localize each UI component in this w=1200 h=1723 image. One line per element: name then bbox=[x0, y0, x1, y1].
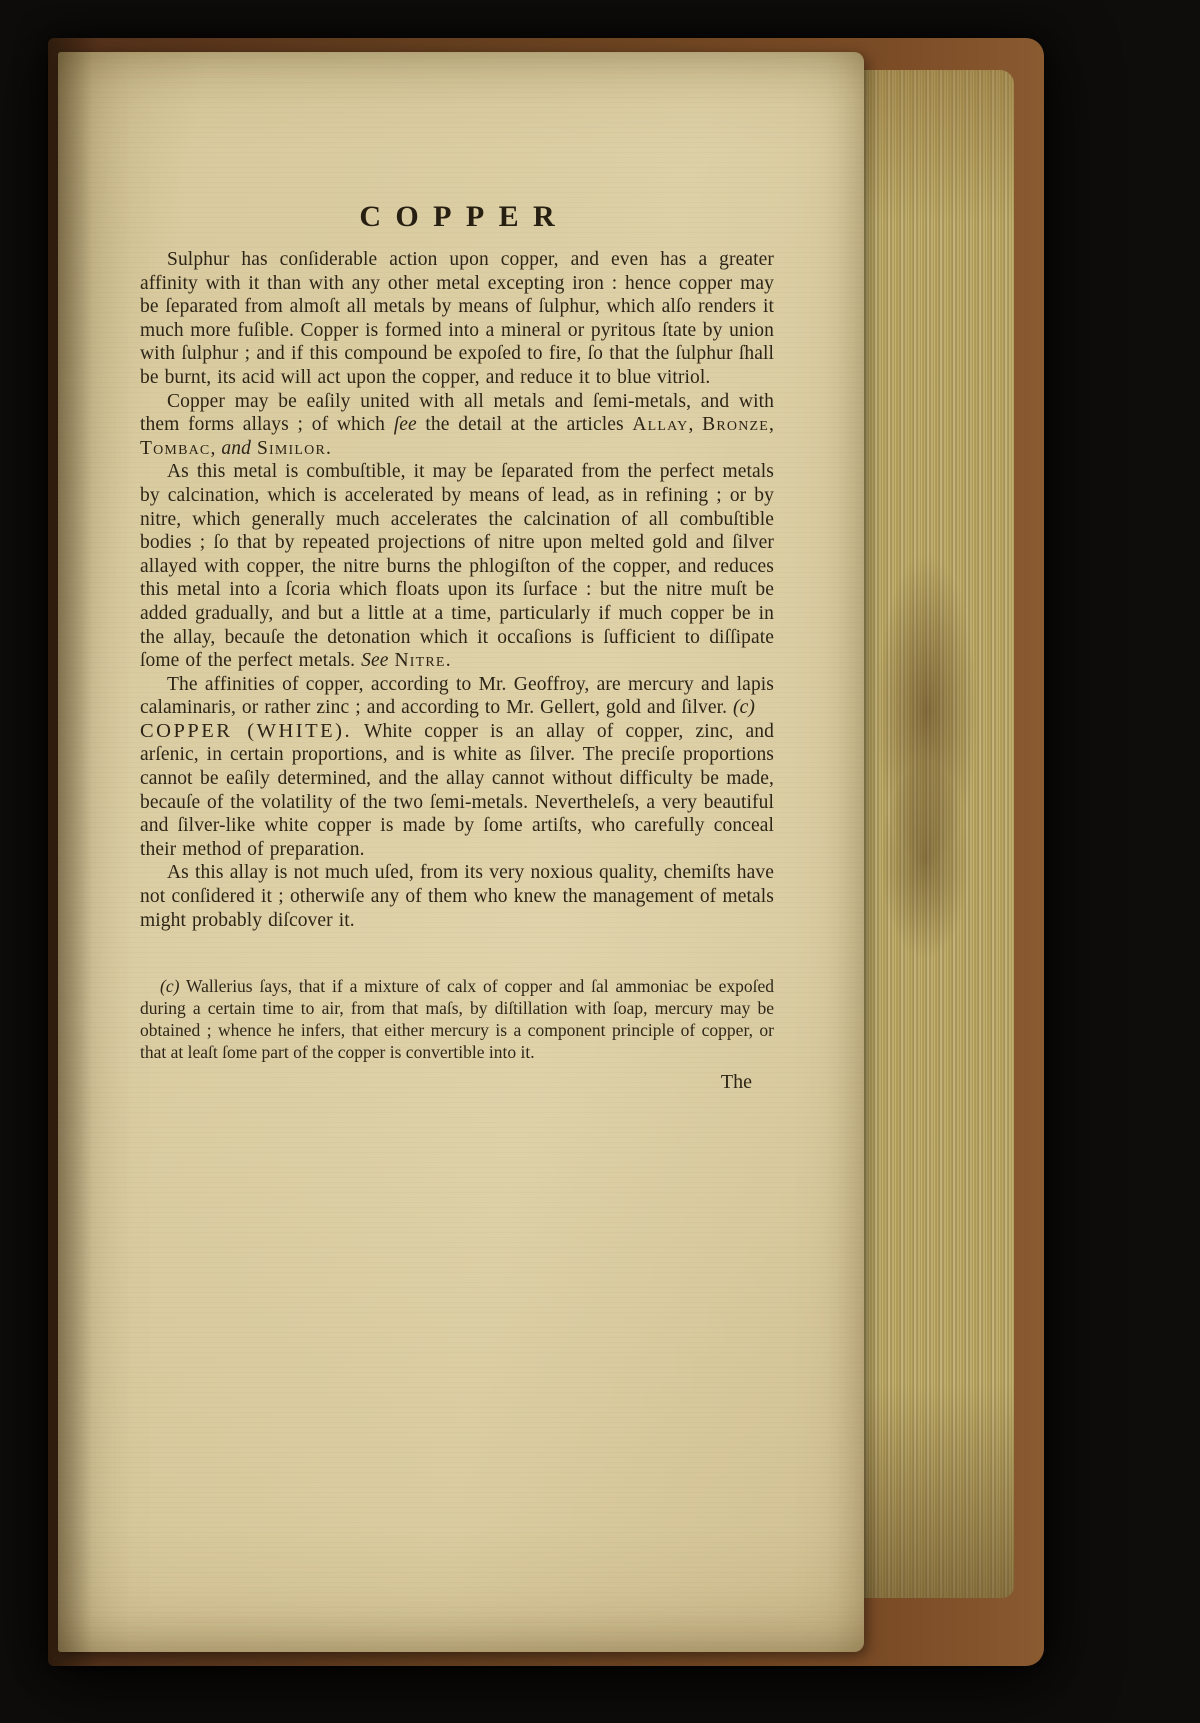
paragraphs bbox=[140, 248, 774, 932]
text-segment: , bbox=[210, 437, 222, 459]
text-segment: As this metal is combuſtible, it may be ſeparated from the perfect metals by calcination, which is accelerated by means of lead, as in refining ; or by nitre, which generally much accelerates the calcination of all combuſtible bodies ; ſo that by repeated projections of nitre upon melted gold and ſilver allayed with copper, the nitre burns the phlogiſton of the copper, and reduces this metal into a ſcoria which floats upon its ſurface : but the nitre muſt be added gradually, and but a little at a time, particularly if much copper be in the allay, becauſe the detonation which it occaſions is ſufficient to diſſipate ſome of the perfect metals. bbox=[140, 461, 774, 672]
paragraph-3 bbox=[140, 460, 774, 672]
paragraph-2 bbox=[140, 390, 774, 461]
text-segment: The affinities of copper, according to Mr. Geoffroy, are mercury and lapis calaminaris, or rather zinc ; and according to Mr. Gellert, gold and ſilver. bbox=[140, 673, 774, 719]
text-segment: Allay bbox=[632, 414, 689, 436]
book-page bbox=[58, 52, 864, 1652]
text-segment: Bronze bbox=[702, 414, 770, 436]
text-segment: COPPER (WHITE). bbox=[140, 719, 353, 742]
text-segment: . bbox=[445, 650, 451, 672]
page-title: COPPER bbox=[359, 200, 570, 233]
text-segment: White copper is an allay of copper, zinc, and arſenic, in certain proportions, and is white as ſilver. The preciſe proportions cannot be eaſily determined, and the allay cannot without difficulty be made, becauſe of the volatility of the two ſemi-metals. Nevertheleſs, a very beautiful and ſilver-like white copper is made by ſome artiſts, who carefully conceal their method of preparation. bbox=[140, 720, 775, 860]
gutter-shadow bbox=[58, 52, 92, 1652]
text-segment: and bbox=[221, 437, 251, 459]
text-segment: See bbox=[361, 650, 389, 672]
paragraph-4 bbox=[140, 673, 774, 720]
catchword: The bbox=[720, 1071, 752, 1094]
footnote bbox=[140, 976, 774, 1063]
text-segment: (c) bbox=[733, 697, 755, 719]
text-segment: , bbox=[688, 414, 703, 436]
text-segment: (c) bbox=[160, 976, 180, 997]
text-segment: ſee bbox=[393, 414, 417, 436]
text-segment: Tombac bbox=[140, 437, 211, 459]
text-segment: . bbox=[326, 437, 331, 459]
text-segment: Nitre bbox=[394, 650, 446, 672]
text-segment: the detail at the articles bbox=[416, 414, 633, 436]
text-segment: Sulphur has conſiderable action upon copper, and even has a greater affinity with it than with any other metal excepting iron : hence copper may be ſeparated from almoſt all metals by means of ſulphur, which alſo renders it much more fuſible. Copper is formed into a mineral or pyritous ſtate by union with ſulphur ; and if this compound be expoſed to fire, ſo that the ſulphur ſhall be burnt, its acid will act upon the copper, and reduce it to blue vitriol. bbox=[140, 249, 774, 388]
text-segment: Copper may be eaſily united with all metals and ſemi-metals, and with them forms allays ; of which bbox=[140, 390, 774, 436]
text-segment: Wallerius ſays, that if a mixture of calx of copper and ſal ammoniac be expoſed during a certain time to air, from that maſs, by diſtillation with ſoap, mercury may be obtained ; whence he infers, that either mercury is a component principle of copper, or that at leaſt ſome part of the copper is convertible into it. bbox=[140, 976, 774, 1062]
paragraph-1 bbox=[140, 248, 774, 390]
paragraph-5 bbox=[140, 720, 774, 862]
text-segment: Similor bbox=[256, 437, 326, 459]
text-block bbox=[140, 200, 774, 1094]
text-segment: , bbox=[769, 414, 775, 436]
fore-edge-stain bbox=[880, 760, 970, 960]
text-segment: As this allay is not much uſed, from its very noxious quality, chemiſts have not conſidered it ; otherwiſe any of them who knew the management of metals might probably diſcover it. bbox=[140, 862, 774, 931]
paragraph-6 bbox=[140, 861, 774, 932]
